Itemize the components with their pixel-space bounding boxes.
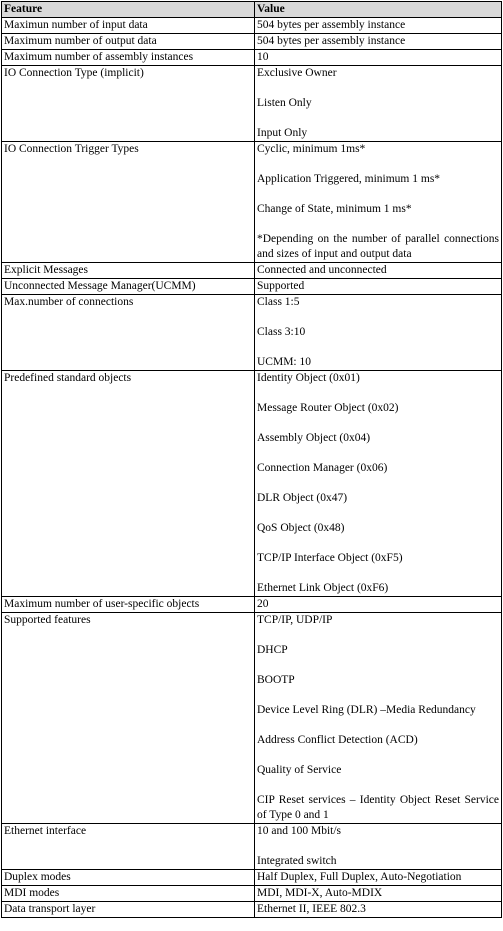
header-value: Value	[255, 2, 502, 18]
value-cell	[255, 870, 502, 886]
header-feature: Feature	[2, 2, 255, 18]
feature-cell: Supported features	[2, 613, 255, 824]
value-line: Class 3:10	[257, 326, 306, 338]
value-line: QoS Object (0x48)	[257, 522, 345, 534]
value-line: Integrated switch	[257, 855, 337, 867]
value-line: Input Only	[257, 127, 308, 139]
value-line: Connected and unconnected	[257, 264, 387, 276]
table-row	[2, 279, 502, 295]
table-row	[2, 263, 502, 279]
value-line: 20	[257, 598, 269, 610]
value-line: Ethernet II, IEEE 802.3	[257, 903, 366, 915]
table-row	[2, 371, 502, 597]
value-line: 504 bytes per assembly instance	[257, 19, 406, 31]
table-row	[2, 34, 502, 50]
table-row	[2, 295, 502, 371]
feature-cell: Max.number of connections	[2, 295, 255, 371]
value-line: Supported	[257, 280, 305, 292]
value-line: Ethernet Link Object (0xF6)	[257, 582, 389, 594]
value-cell	[255, 824, 502, 870]
value-cell	[255, 18, 502, 34]
footnote-line: *Depending on the number of parallel connections and sizes of input and output data	[257, 233, 499, 260]
feature-table	[1, 1, 502, 918]
value-line: BOOTP	[257, 674, 295, 686]
value-cell	[255, 371, 502, 597]
feature-cell: Data transport layer	[2, 902, 255, 918]
table-row	[2, 613, 502, 824]
value-line: Address Conflict Detection (ACD)	[257, 734, 418, 746]
table-row	[2, 870, 502, 886]
feature-cell: Maximum number of user-specific objects	[2, 597, 255, 613]
value-cell	[255, 886, 502, 902]
value-cell	[255, 34, 502, 50]
feature-cell: Unconnected Message Manager(UCMM)	[2, 279, 255, 295]
feature-cell: MDI modes	[2, 886, 255, 902]
header-row	[2, 2, 502, 18]
value-cell	[255, 279, 502, 295]
table-row	[2, 886, 502, 902]
value-cell	[255, 263, 502, 279]
feature-cell: Maximum number of output data	[2, 34, 255, 50]
feature-cell: Ethernet interface	[2, 824, 255, 870]
value-line: Listen Only	[257, 97, 312, 109]
value-line: MDI, MDI-X, Auto-MDIX	[257, 887, 383, 899]
table-row	[2, 597, 502, 613]
value-cell	[255, 597, 502, 613]
table-row	[2, 18, 502, 34]
value-line: 10 and 100 Mbit/s	[257, 825, 342, 837]
value-line: Cyclic, minimum 1ms*	[257, 143, 366, 155]
value-line: UCMM: 10	[257, 356, 311, 368]
value-line: CIP Reset services – Identity Object Reset Service of Type 0 and 1	[257, 794, 499, 821]
value-line: TCP/IP, UDP/IP	[257, 614, 333, 626]
value-line: Class 1:5	[257, 296, 300, 308]
value-line: Assembly Object (0x04)	[257, 432, 371, 444]
value-line: DLR Object (0x47)	[257, 492, 348, 504]
value-cell	[255, 66, 502, 142]
value-line: Quality of Service	[257, 764, 342, 776]
table-header	[2, 2, 502, 18]
table-row	[2, 66, 502, 142]
table-row	[2, 50, 502, 66]
feature-cell: Explicit Messages	[2, 263, 255, 279]
value-line: 10	[257, 51, 269, 63]
value-cell	[255, 295, 502, 371]
value-line: DHCP	[257, 644, 288, 656]
feature-cell: IO Connection Trigger Types	[2, 142, 255, 263]
value-line: 504 bytes per assembly instance	[257, 35, 406, 47]
table-body	[2, 18, 502, 918]
value-line: Change of State, minimum 1 ms*	[257, 203, 412, 215]
feature-cell: Duplex modes	[2, 870, 255, 886]
value-line: Exclusive Owner	[257, 67, 337, 79]
value-cell	[255, 50, 502, 66]
table-row	[2, 142, 502, 263]
value-cell	[255, 902, 502, 918]
value-line: Application Triggered, minimum 1 ms*	[257, 173, 441, 185]
value-line: Half Duplex, Full Duplex, Auto-Negotiation	[257, 871, 462, 883]
value-line: Device Level Ring (DLR) –Media Redundancy	[257, 704, 476, 716]
value-line: Message Router Object (0x02)	[257, 402, 399, 414]
value-line: TCP/IP Interface Object (0xF5)	[257, 552, 403, 564]
feature-cell: Maximun number of input data	[2, 18, 255, 34]
feature-cell: Maximum number of assembly instances	[2, 50, 255, 66]
value-line: Connection Manager (0x06)	[257, 462, 388, 474]
value-line: Identity Object (0x01)	[257, 372, 360, 384]
table-row	[2, 902, 502, 918]
feature-cell: IO Connection Type (implicit)	[2, 66, 255, 142]
table-row	[2, 824, 502, 870]
value-cell	[255, 613, 502, 824]
value-cell	[255, 142, 502, 263]
feature-cell: Predefined standard objects	[2, 371, 255, 597]
